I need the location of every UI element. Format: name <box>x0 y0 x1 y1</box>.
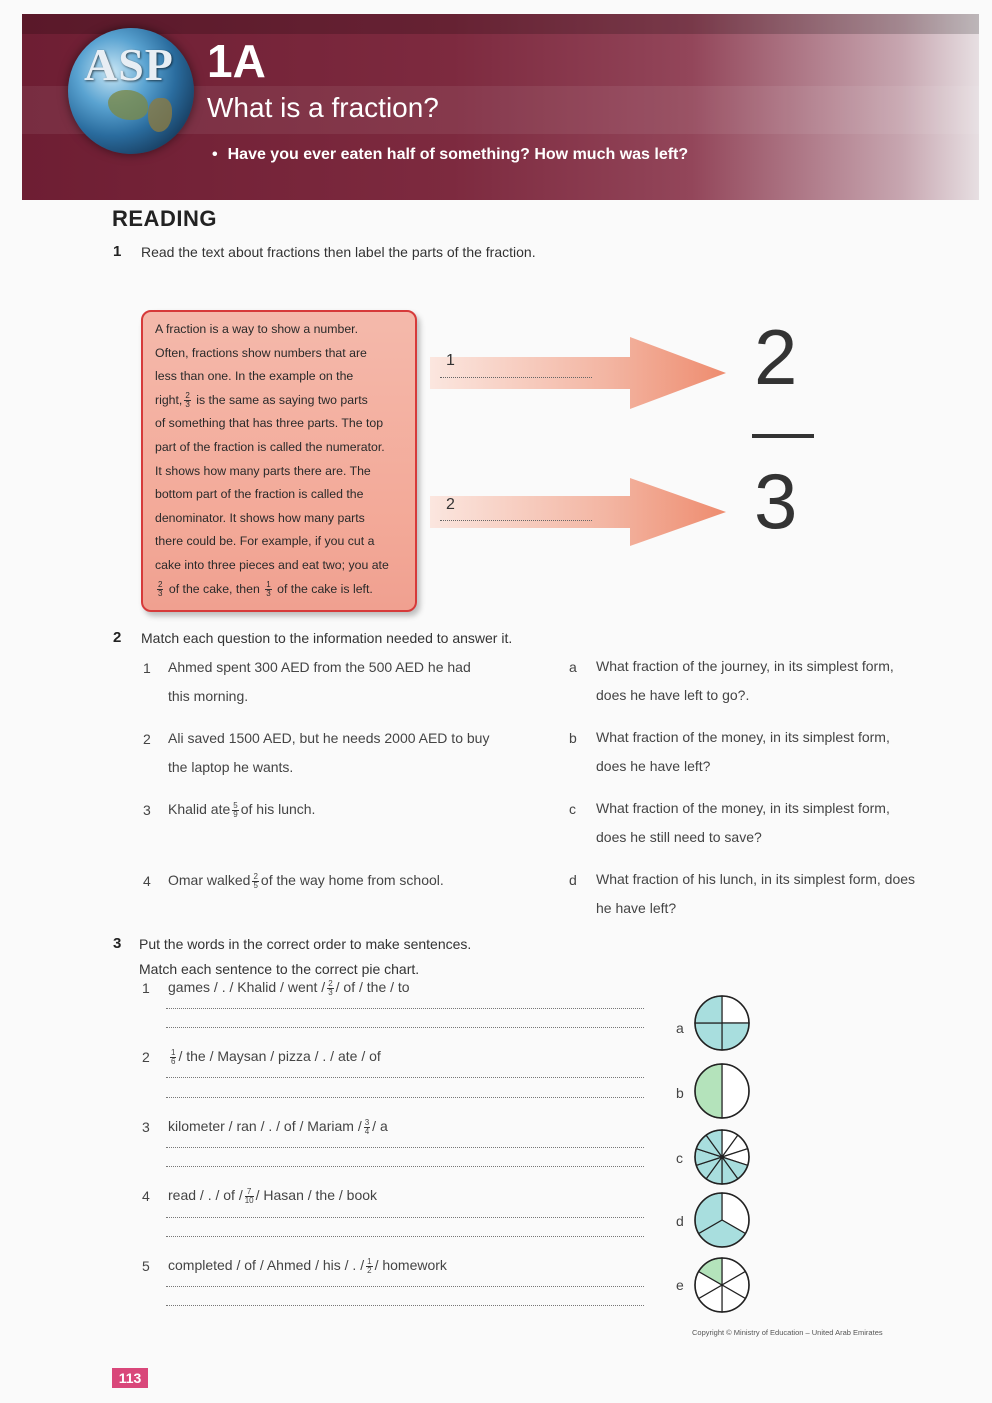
inline-fraction: $\frac{2}{3}$ <box>158 579 163 598</box>
answer-line[interactable] <box>166 1097 644 1098</box>
pie-slice <box>695 1064 722 1118</box>
item-number: 5 <box>142 1258 150 1274</box>
lead-question <box>212 146 688 164</box>
answer-line[interactable] <box>166 1286 644 1287</box>
item-number: 4 <box>143 873 151 889</box>
pie-letter: c <box>676 1150 683 1166</box>
lead-question-text: Have you ever eaten half of something? How much was left? <box>227 146 689 163</box>
reading-line: It shows how many parts there are. The <box>155 463 371 478</box>
match-option-line: What fraction of the journey, in its simplest form, <box>596 658 894 674</box>
pie-chart-d <box>692 1190 752 1250</box>
item-number: 3 <box>142 1119 150 1135</box>
question-instruction: Match each sentence to the correct pie chart. <box>139 961 420 977</box>
match-item <box>168 795 315 824</box>
jumbled-words: kilometer / ran / . / of / Mariam / <box>168 1118 362 1134</box>
inline-fraction: $\frac{1}{6}$ <box>171 1047 176 1066</box>
section-title: READING <box>112 206 217 231</box>
match-item-line: Ahmed spent 300 AED from the 500 AED he had <box>168 659 471 675</box>
numerator-answer-line[interactable] <box>440 377 592 378</box>
match-item-text: Khalid ate <box>168 801 231 817</box>
banner-stripe <box>22 14 979 34</box>
match-item <box>168 866 444 895</box>
answer-line[interactable] <box>166 1305 644 1306</box>
inline-fraction: $\frac{1}{3}$ <box>266 579 271 598</box>
match-option <box>596 865 915 923</box>
jumbled-words: completed / of / Ahmed / his / . / <box>168 1257 365 1273</box>
pie-chart-a <box>692 993 752 1053</box>
inline-fraction: $\frac{5}{9}$ <box>233 800 238 819</box>
reading-line: less than one. In the example on the <box>155 369 354 384</box>
jumbled-words: / a <box>372 1118 388 1134</box>
match-item-line: Ali saved 1500 AED, but he needs 2000 AED to buy <box>168 730 490 746</box>
reading-text <box>155 318 407 601</box>
match-option-line: does he still need to save? <box>596 829 762 845</box>
answer-line[interactable] <box>166 1027 644 1028</box>
match-option-line: does he have left to go?. <box>596 687 750 703</box>
item-letter: b <box>569 730 577 746</box>
reading-line-text: is the same as saying two parts <box>196 392 368 407</box>
reading-line-text: of the cake, then <box>168 581 260 596</box>
denominator-answer-line[interactable] <box>440 520 592 521</box>
pie-letter: b <box>676 1085 684 1101</box>
arrow-icon <box>430 335 730 415</box>
jumbled-sentence <box>168 1112 388 1141</box>
item-letter: a <box>569 659 577 675</box>
inline-fraction: $\frac{2}{3}$ <box>185 391 190 410</box>
reading-line <box>155 389 407 413</box>
match-item <box>168 724 489 782</box>
reading-line <box>155 578 407 602</box>
question-instruction: Put the words in the correct order to make sentences. <box>139 936 472 952</box>
reading-line: Often, fractions show numbers that are <box>155 345 367 360</box>
page-number: 113 <box>112 1368 148 1388</box>
answer-line[interactable] <box>166 1217 644 1218</box>
reading-line: bottom part of the fraction is called the <box>155 487 364 502</box>
item-number: 1 <box>142 980 150 996</box>
item-number: 3 <box>143 802 151 818</box>
answer-line[interactable] <box>166 1236 644 1237</box>
inline-fraction: $\frac{2}{3}$ <box>328 978 333 997</box>
bullet-icon: • <box>212 146 218 163</box>
reading-line: cake into three pieces and eat two; you ate <box>155 557 389 572</box>
jumbled-words: read / . / of / <box>168 1187 243 1203</box>
item-letter: d <box>569 872 577 888</box>
jumbled-words: / Hasan / the / book <box>255 1187 378 1203</box>
globe-land <box>148 98 172 132</box>
unit-number: 1A <box>207 35 266 87</box>
unit-title: What is a fraction? <box>207 92 439 123</box>
question-number: 2 <box>113 629 122 646</box>
blank-label: 1 <box>446 352 455 369</box>
item-number: 1 <box>143 660 151 676</box>
jumbled-sentence <box>168 1181 377 1210</box>
item-number: 2 <box>143 731 151 747</box>
pie-letter: d <box>676 1213 684 1229</box>
question-instruction: Read the text about fractions then label the parts of the fraction. <box>141 244 536 260</box>
jumbled-words: games / . / Khalid / went / <box>168 979 326 995</box>
pie-chart-b <box>692 1061 752 1121</box>
match-option-line: does he have left? <box>596 758 711 774</box>
answer-line[interactable] <box>166 1147 644 1148</box>
answer-line[interactable] <box>166 1166 644 1167</box>
item-letter: c <box>569 801 576 817</box>
jumbled-sentence <box>168 973 410 1002</box>
reading-line: A fraction is a way to show a number. <box>155 322 359 336</box>
jumbled-sentence <box>168 1042 381 1071</box>
pie-slice <box>722 1064 749 1118</box>
match-item-line: the laptop he wants. <box>168 759 294 775</box>
match-option-line: he have left? <box>596 900 677 916</box>
globe-land <box>108 90 148 120</box>
pie-chart-c <box>692 1127 752 1187</box>
reading-word: right, <box>155 392 183 407</box>
blank-label: 2 <box>446 496 455 513</box>
inline-fraction: $\frac{7}{10}$ <box>244 1186 254 1205</box>
inline-fraction: $\frac{3}{4}$ <box>364 1117 370 1136</box>
match-option-line: What fraction of the money, in its simplest form, <box>596 800 890 816</box>
reading-line-text: of the cake is left. <box>277 581 373 596</box>
reading-line: of something that has three parts. The top <box>155 416 384 431</box>
reading-line: denominator. It shows how many parts <box>155 510 365 525</box>
question-instruction: Match each question to the information needed to answer it. <box>141 630 513 646</box>
reading-line: part of the fraction is called the numerator. <box>155 439 385 454</box>
jumbled-words: / homework <box>374 1257 447 1273</box>
copyright: Copyright © Ministry of Education – United Arab Emirates <box>692 1328 883 1337</box>
match-item-text: Omar walked <box>168 872 251 888</box>
inline-fraction: $\frac{2}{5}$ <box>253 871 258 890</box>
jumbled-sentence <box>168 1251 447 1280</box>
match-option <box>596 652 894 710</box>
logo-text: ASP <box>84 39 174 90</box>
inline-fraction: $\frac{1}{2}$ <box>367 1256 372 1275</box>
match-option-line: What fraction of his lunch, in its simplest form, does <box>596 871 916 887</box>
pie-chart-e <box>692 1255 752 1315</box>
match-option <box>596 723 890 781</box>
reading-text-box <box>141 310 417 612</box>
fraction-numerator: 2 <box>754 313 798 401</box>
match-item-text: of the way home from school. <box>260 872 444 888</box>
jumbled-words: / of / the / to <box>335 979 410 995</box>
match-option <box>596 794 890 852</box>
answer-line[interactable] <box>166 1077 644 1078</box>
match-item <box>168 653 471 711</box>
match-option-line: What fraction of the money, in its simplest form, <box>596 729 890 745</box>
match-item-text: of his lunch. <box>240 801 316 817</box>
reading-line: there could be. For example, if you cut a <box>155 534 375 549</box>
question-number: 1 <box>113 243 122 260</box>
item-number: 2 <box>142 1049 150 1065</box>
pie-letter: a <box>676 1020 684 1036</box>
jumbled-words: / the / Maysan / pizza / . / ate / of <box>178 1048 381 1064</box>
item-number: 4 <box>142 1188 150 1204</box>
fraction-bar <box>752 434 814 438</box>
answer-line[interactable] <box>166 1008 644 1009</box>
question-number: 3 <box>113 935 122 952</box>
match-item-line: this morning. <box>168 688 249 704</box>
arrow-icon <box>430 478 730 558</box>
pie-letter: e <box>676 1277 684 1293</box>
fraction-denominator: 3 <box>754 457 798 545</box>
